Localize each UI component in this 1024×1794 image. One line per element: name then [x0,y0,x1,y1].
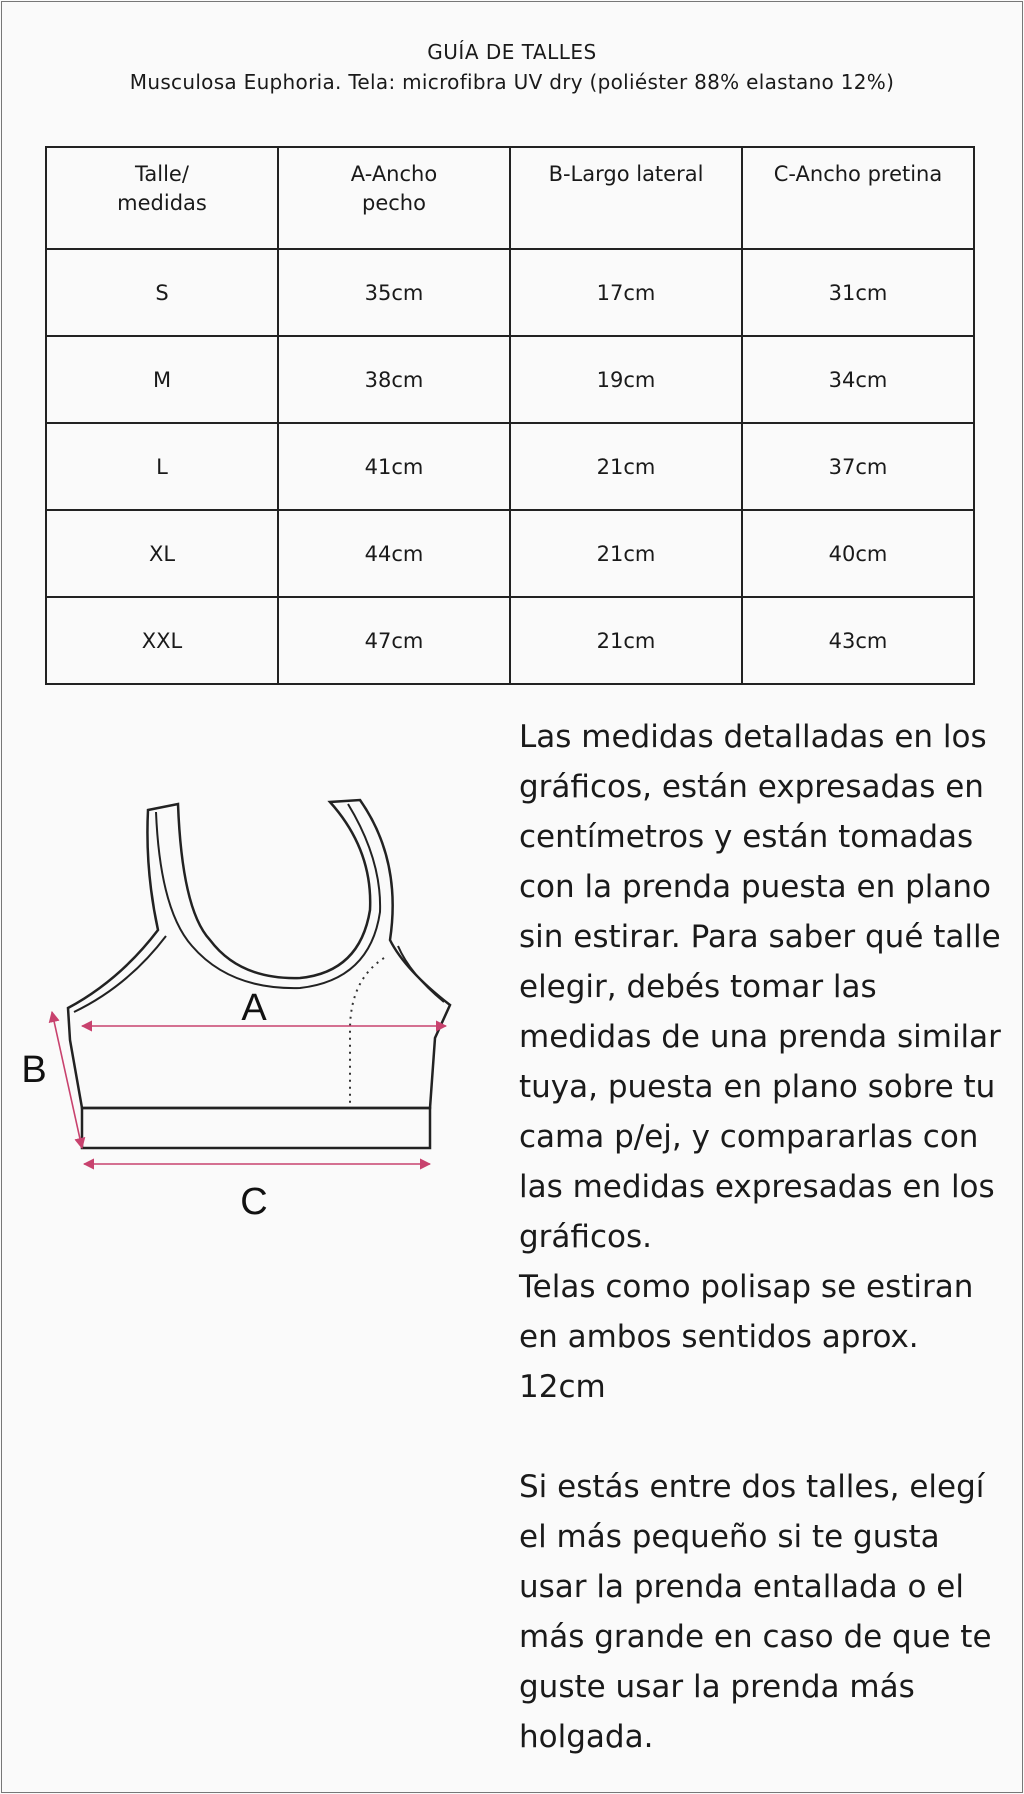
cell-size: XL [46,510,278,597]
cell-b: 21cm [510,597,742,684]
label-a: A [241,987,267,1029]
table-row [46,597,974,684]
table-header-row [46,147,974,249]
cell-c: 40cm [742,510,974,597]
garment-seam [350,958,384,1105]
header-line: Talle/ medidas [117,162,207,216]
cell-c: 31cm [742,249,974,336]
cell-size: S [46,249,278,336]
cell-a: 41cm [278,423,510,510]
cell-a: 38cm [278,336,510,423]
cell-c: 37cm [742,423,974,510]
cell-b: 19cm [510,336,742,423]
label-b: B [21,1049,47,1091]
cell-size: XXL [46,597,278,684]
page-title: GUÍA DE TALLES [427,40,597,64]
notes-column [519,712,1009,1762]
cell-size: M [46,336,278,423]
cell-a: 44cm [278,510,510,597]
table-row [46,510,974,597]
header-line: C-Ancho pretina [773,162,943,186]
table-row [46,336,974,423]
table-header-b [510,147,742,249]
notes-paragraph-1: Las medidas detalladas en los gráficos, están expresadas en centímetros y están tomadas con la prenda puesta en plano sin estirar. Para saber qué talle elegir, debés tomar las medidas de una prenda similar tuya, puesta en plano sobre tu cama p/ej, y compararlas con las medidas expresadas en los gráficos. [519,719,1001,1255]
cell-c: 43cm [742,597,974,684]
cell-size: L [46,423,278,510]
header-line: B-Largo lateral [548,162,704,186]
table-header-c [742,147,974,249]
table-header-size [46,147,278,249]
table-header-a [278,147,510,249]
cell-b: 17cm [510,249,742,336]
garment-band [82,1108,430,1148]
cell-b: 21cm [510,510,742,597]
cell-a: 35cm [278,249,510,336]
cell-a: 47cm [278,597,510,684]
table-row [46,249,974,336]
label-c: C [240,1181,268,1223]
notes-paragraph-2: Telas como polisap se estiran en ambos sentidos aprox. 12cm [519,1269,974,1405]
garment-diagram [10,790,480,1230]
cell-b: 21cm [510,423,742,510]
page-subtitle: Musculosa Euphoria. Tela: microfibra UV dry (poliéster 88% elastano 12%) [129,70,895,94]
header-line: A-Ancho pecho [350,162,438,216]
notes-paragraph-3: Si estás entre dos talles, elegí el más pequeño si te gusta usar la prenda entallada o el más grande en caso de que te guste usar la prenda más holgada. [519,1469,992,1755]
cell-c: 34cm [742,336,974,423]
garment-outline [68,800,450,1108]
table-row [46,423,974,510]
garment-trim-left [74,936,166,1012]
size-table [45,146,975,685]
